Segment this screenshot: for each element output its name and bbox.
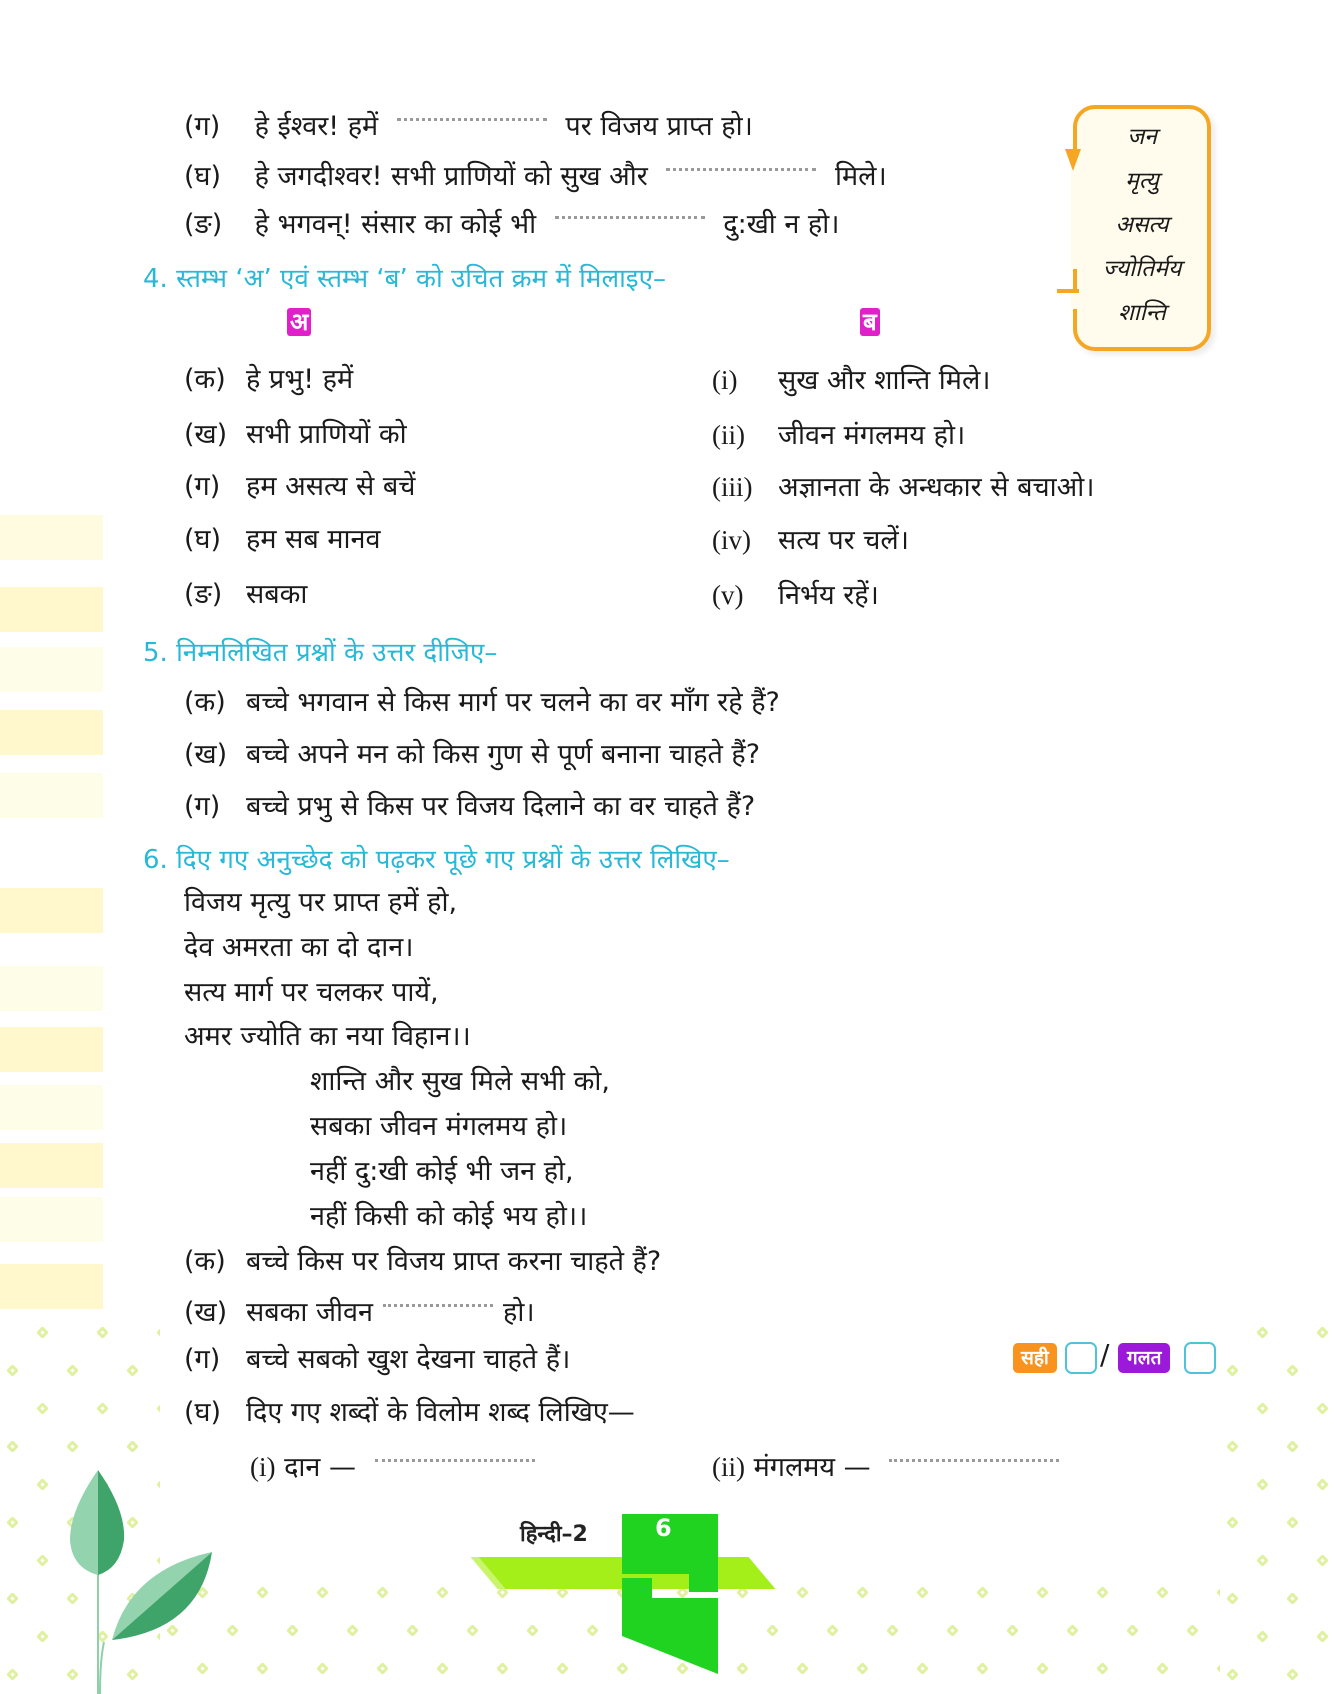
pattern-dot	[316, 1586, 329, 1599]
stripe	[0, 1143, 103, 1188]
blank-line[interactable]	[397, 118, 547, 121]
word-bank-item: शान्ति	[1118, 300, 1166, 326]
item-text: जीवन मंगलमय हो।	[778, 420, 966, 451]
pattern-dot	[96, 1402, 109, 1415]
item-text: बच्चे प्रभु से किस पर विजय दिलाने का वर चाहते हैं?	[246, 791, 756, 822]
pattern-dot	[66, 1440, 79, 1453]
fill-blank-item	[184, 159, 887, 195]
item-text: हो।	[503, 1297, 535, 1328]
pattern-dot	[6, 1516, 19, 1529]
item-label: (क)	[184, 364, 226, 395]
pattern-dot	[886, 1624, 899, 1637]
item-label: (iv)	[712, 525, 751, 555]
item-text: पर विजय प्राप्त हो।	[565, 111, 753, 142]
pattern-dot	[826, 1624, 839, 1637]
pattern-dot	[256, 1586, 269, 1599]
stripe	[0, 587, 103, 632]
item-text: हम असत्य से बचें	[246, 471, 416, 502]
pattern-dot	[6, 1440, 19, 1453]
item-label: (i)	[712, 365, 738, 395]
column-b-tag: ब	[860, 308, 880, 336]
pattern-dot	[286, 1624, 299, 1637]
pattern-dot	[36, 1402, 49, 1415]
pattern-dot	[1316, 1630, 1329, 1643]
true-checkbox[interactable]	[1065, 1342, 1097, 1374]
pattern-dot	[156, 1326, 160, 1339]
item-label: (क)	[184, 1246, 226, 1277]
match-item-a[interactable]	[184, 577, 307, 613]
pattern-dot	[126, 1440, 139, 1453]
pattern-dot	[1256, 1326, 1269, 1339]
item-label: (ग)	[184, 111, 221, 142]
stripe	[0, 1085, 103, 1130]
item-text: बच्चे किस पर विजय प्राप्त करना चाहते हैं?	[246, 1246, 662, 1277]
pattern-dot	[1096, 1662, 1109, 1675]
pattern-dot	[976, 1586, 989, 1599]
pattern-dot	[1186, 1624, 1199, 1637]
false-badge: गलत	[1118, 1343, 1170, 1373]
pattern-dot	[1096, 1586, 1109, 1599]
pattern-dot	[736, 1662, 749, 1675]
match-item-a[interactable]	[184, 417, 407, 453]
item-label: (ख)	[184, 1297, 228, 1328]
pattern-dot	[6, 1364, 19, 1377]
match-item-b[interactable]	[712, 577, 879, 614]
item-text: हम सब मानव	[246, 524, 381, 555]
pattern-dot	[796, 1586, 809, 1599]
poem-line: सत्य मार्ग पर चलकर पायें,	[184, 977, 439, 1008]
pattern-dot	[96, 1326, 109, 1339]
pattern-dot	[1066, 1624, 1079, 1637]
pattern-dot	[1226, 1364, 1239, 1377]
item-label: (ग)	[184, 471, 221, 502]
page-number-block	[622, 1578, 652, 1598]
question-item	[184, 1244, 661, 1280]
pattern-dot	[36, 1326, 49, 1339]
blank-line[interactable]	[383, 1304, 493, 1307]
item-label: (i)	[250, 1452, 276, 1482]
pattern-dot	[916, 1586, 929, 1599]
item-text: अज्ञानता के अन्धकार से बचाओ।	[778, 472, 1095, 503]
match-item-a[interactable]	[184, 469, 415, 505]
item-label: (ङ)	[184, 579, 223, 610]
true-badge: सही	[1013, 1343, 1057, 1373]
item-label: (ङ)	[184, 209, 223, 240]
pattern-dot	[856, 1586, 869, 1599]
stripe	[0, 710, 103, 755]
fill-blank-item	[184, 1295, 535, 1331]
pattern-dot	[36, 1554, 49, 1567]
item-label: (ग)	[184, 1344, 221, 1375]
word-bank-item: मृत्यु	[1125, 168, 1159, 194]
pattern-dot	[1226, 1440, 1239, 1453]
pattern-dot	[66, 1364, 79, 1377]
pattern-dot	[676, 1662, 689, 1675]
pattern-dot	[1126, 1624, 1139, 1637]
arrow-down-icon	[1065, 149, 1081, 171]
pattern-dot	[1036, 1586, 1049, 1599]
match-item-a[interactable]	[184, 362, 353, 398]
stripe	[0, 966, 103, 1011]
false-checkbox[interactable]	[1184, 1342, 1216, 1374]
pattern-dot	[1286, 1440, 1299, 1453]
blank-line[interactable]	[375, 1459, 535, 1462]
item-text: हे जगदीश्वर! सभी प्राणियों को सुख और	[254, 161, 648, 192]
word-bank-box	[1073, 105, 1211, 351]
pattern-dot	[1256, 1402, 1269, 1415]
item-text: हे प्रभु! हमें	[246, 364, 354, 395]
true-false-item	[184, 1342, 570, 1378]
pattern-dot	[1156, 1662, 1169, 1675]
border-gap	[1071, 291, 1079, 309]
item-label: (घ)	[184, 524, 222, 555]
stripe	[0, 515, 103, 560]
page-number-block	[689, 1574, 718, 1592]
pattern-dot	[1006, 1624, 1019, 1637]
word-bank-item: जन	[1127, 124, 1157, 150]
match-item-a[interactable]	[184, 522, 380, 558]
pattern-dot	[976, 1662, 989, 1675]
pattern-dot	[36, 1478, 49, 1491]
pattern-dot	[586, 1624, 599, 1637]
border-gap	[1071, 159, 1079, 269]
pattern-dot	[1316, 1478, 1329, 1491]
fill-blank-item	[184, 109, 753, 145]
pattern-dot	[556, 1662, 569, 1675]
item-text: दान —	[284, 1452, 356, 1483]
pattern-dot	[856, 1662, 869, 1675]
stripe	[0, 1264, 103, 1309]
poem-line: अमर ज्योति का नया विहान।।	[184, 1021, 471, 1052]
poem-line: नहीं किसी को कोई भय हो।।	[310, 1201, 588, 1232]
match-item-b[interactable]	[712, 522, 909, 559]
pattern-dot	[436, 1662, 449, 1675]
word-bank-item: ज्योतिर्मय	[1102, 256, 1182, 282]
pattern-dot	[1286, 1592, 1299, 1605]
pattern-dot	[316, 1662, 329, 1675]
item-text: हे ईश्वर! हमें	[254, 111, 379, 142]
pattern-dot	[1286, 1516, 1299, 1529]
page-number: 6	[655, 1514, 672, 1542]
column-a-tag: अ	[287, 308, 311, 336]
pattern-dot	[126, 1364, 139, 1377]
pattern-dot	[526, 1624, 539, 1637]
item-text: सुख और शान्ति मिले।	[778, 365, 991, 396]
match-item-b[interactable]	[712, 362, 990, 399]
pattern-dot	[1316, 1554, 1329, 1567]
stripe	[0, 773, 103, 818]
fill-blank-item	[184, 207, 840, 243]
question-item	[184, 737, 760, 773]
blank-line[interactable]	[666, 168, 816, 171]
item-text: सभी प्राणियों को	[246, 419, 407, 450]
poem-line: देव अमरता का दो दान।	[184, 932, 414, 963]
pattern-dot	[1226, 1668, 1239, 1681]
pattern-dot	[1316, 1402, 1329, 1415]
pattern-dot	[796, 1662, 809, 1675]
item-text: दिए गए शब्दों के विलोम शब्द लिखिए—	[246, 1397, 635, 1428]
separator: /	[1100, 1338, 1110, 1371]
item-text: निर्भय रहें।	[778, 580, 879, 611]
poem-line: नहीं दु:खी कोई भी जन हो,	[310, 1156, 574, 1187]
pattern-dot	[766, 1624, 779, 1637]
pattern-dot	[1036, 1662, 1049, 1675]
pattern-dot	[916, 1662, 929, 1675]
antonym-item	[250, 1449, 545, 1486]
item-label: (v)	[712, 580, 744, 610]
pattern-dot	[1286, 1364, 1299, 1377]
pattern-dot	[1256, 1478, 1269, 1491]
pattern-dot	[436, 1586, 449, 1599]
item-text: सबका जीवन	[246, 1297, 374, 1328]
stripe	[0, 1027, 103, 1072]
pattern-dot	[6, 1592, 19, 1605]
leaves-icon	[60, 1460, 230, 1694]
item-text: सत्य पर चलें।	[778, 525, 909, 556]
item-text: मंगलमय —	[753, 1452, 871, 1483]
pattern-dot	[1226, 1516, 1239, 1529]
stripe	[0, 888, 103, 933]
item-text: बच्चे अपने मन को किस गुण से पूर्ण बनाना चाहते हैं?	[246, 739, 761, 770]
item-label: (घ)	[184, 1397, 222, 1428]
pattern-dot	[406, 1624, 419, 1637]
pattern-dot	[376, 1586, 389, 1599]
poem-line: सबका जीवन मंगलमय हो।	[310, 1111, 568, 1142]
pattern-dot	[1286, 1668, 1299, 1681]
item-label: (ग)	[184, 791, 221, 822]
match-item-b[interactable]	[712, 417, 965, 454]
item-label: (ख)	[184, 739, 228, 770]
item-text: हे भगवन्! संसार का कोई भी	[254, 209, 537, 240]
item-label: (ii)	[712, 1452, 745, 1482]
item-label: (घ)	[184, 161, 222, 192]
word-bank-item: असत्य	[1115, 212, 1169, 238]
pattern-dot	[1216, 1662, 1220, 1675]
item-label: (iii)	[712, 472, 753, 502]
question-5-heading: 5. निम्नलिखित प्रश्नों के उत्तर दीजिए–	[143, 638, 498, 668]
pattern-dot	[946, 1624, 959, 1637]
pattern-dot	[256, 1662, 269, 1675]
item-text: बच्चे भगवान से किस मार्ग पर चलने का वर माँग रहे हैं?	[246, 687, 780, 718]
antonym-item	[712, 1449, 1069, 1486]
stripe	[0, 647, 103, 692]
pattern-dot	[1256, 1630, 1269, 1643]
item-text: मिले।	[835, 161, 887, 192]
item-label: (ख)	[184, 419, 228, 450]
pattern-dot	[156, 1402, 160, 1415]
pattern-dot	[496, 1662, 509, 1675]
pattern-dot	[1256, 1554, 1269, 1567]
blank-line[interactable]	[555, 216, 705, 219]
question-item	[184, 1395, 635, 1431]
pattern-dot	[346, 1624, 359, 1637]
pattern-dot	[1216, 1586, 1220, 1599]
item-text: सबका	[246, 579, 308, 610]
poem-line: शान्ति और सुख मिले सभी को,	[310, 1066, 610, 1097]
pattern-dot	[616, 1662, 629, 1675]
item-text: दु:खी न हो।	[723, 209, 840, 240]
pattern-dot	[6, 1668, 19, 1681]
pattern-dot	[36, 1630, 49, 1643]
question-4-heading: 4. स्तम्भ ‘अ’ एवं स्तम्भ ‘ब’ को उचित क्रम में मिलाइए–	[143, 264, 666, 294]
blank-line[interactable]	[889, 1459, 1059, 1462]
stripe	[0, 1197, 103, 1242]
poem-line: विजय मृत्यु पर प्राप्त हमें हो,	[184, 887, 458, 918]
item-label: (ii)	[712, 420, 745, 450]
question-item	[184, 685, 780, 721]
item-label: (क)	[184, 687, 226, 718]
pattern-dot	[1156, 1586, 1169, 1599]
question-item	[184, 789, 755, 825]
pattern-dot	[376, 1662, 389, 1675]
match-item-b[interactable]	[712, 469, 1095, 506]
question-6-heading: 6. दिए गए अनुच्छेद को पढ़कर पूछे गए प्रश्नों के उत्तर लिखिए–	[143, 845, 730, 875]
arrow-tail-icon	[1057, 289, 1079, 293]
item-text: बच्चे सबको खुश देखना चाहते हैं।	[246, 1344, 571, 1375]
dot-pattern	[1220, 1320, 1334, 1694]
book-title: हिन्दी–2	[520, 1522, 588, 1547]
pattern-dot	[466, 1624, 479, 1637]
pattern-dot	[1226, 1592, 1239, 1605]
pattern-dot	[1316, 1326, 1329, 1339]
